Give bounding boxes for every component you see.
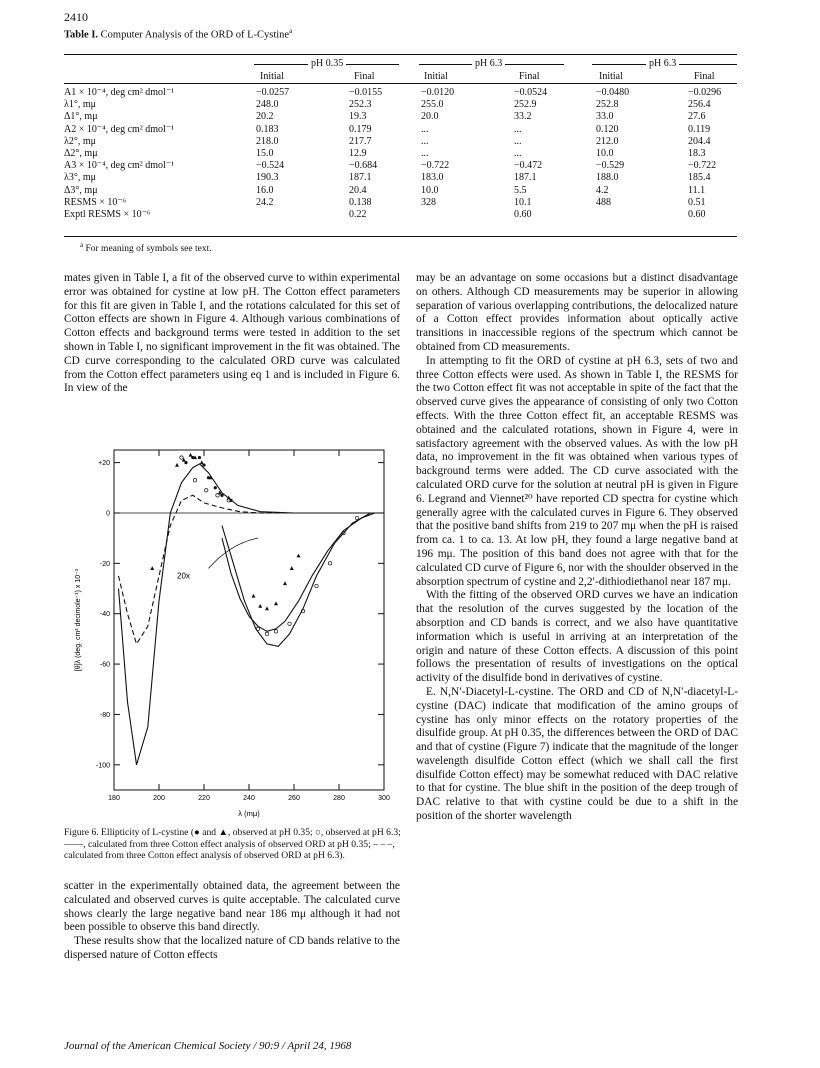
table-caption [64,27,292,41]
table-cell: 12.9 [349,148,367,159]
row-label: A2 × 10⁻⁴, deg cm² dmol⁻¹ [64,123,175,135]
table-cell: 252.9 [514,99,537,111]
y-tick-label: 0 [106,510,110,518]
table-cell: 0.183 [256,123,279,135]
table-cell: −0.529 [596,160,625,172]
table-cell: −0.0480 [596,87,630,98]
data-point-filled-triangle [297,554,301,558]
table-cell: 33.0 [596,111,614,123]
calculated-curve-ph035 [119,464,385,765]
page-number: 2410 [64,10,88,24]
data-point-filled-triangle [182,458,186,462]
table-cell: 187.1 [514,172,537,184]
table-footnote-mark: a [289,27,293,35]
y-tick-label: +20 [98,460,110,468]
paragraph: mates given in Table I, a fit of the observed curve to within experimental error was obtained for cystine at low pH. The Cotton effect parameters for this fit are given in Table I, and the rotations calculated for this set of Cotton effects are shown in Figure 4. Although various combinations of Cotton effects and background terms were tested in addition to the set shown in Table I, no significant improvement in the fit was obtained. The CD curve corresponding to the calculated ORD curve was calculated from the Cotton effect parameters using eq 1 and is included in Figure 6. In view of the [64,272,400,395]
row-label: Δ3°, mμ [64,184,98,196]
table-row [64,99,737,110]
table-cell: 24.2 [256,196,274,208]
column-header: Final [694,71,715,82]
table-row [64,87,737,98]
data-point-filled-triangle [175,463,179,467]
data-point-open-circle [180,456,183,459]
column-header: Final [519,71,540,82]
column-header: Initial [599,71,623,82]
data-point-open-circle [256,627,259,630]
table-cell: ... [514,123,522,135]
table-cell: 255.0 [421,99,444,111]
table-title: Computer Analysis of the ORD of L-Cystine [100,29,290,41]
calculated-curve-ph6 [119,495,385,644]
data-point-filled-triangle [265,606,269,610]
row-label: Δ1°, mμ [64,111,98,123]
journal-footer: Journal of the American Chemical Society / 90:9 / April 24, 1968 [64,1040,352,1052]
data-point-filled-triangle [258,604,262,608]
table-header-rule [64,83,737,84]
table-cell: 4.2 [596,184,609,196]
table-cell: 252.3 [349,99,372,111]
x-tick-label: 180 [108,795,120,802]
right-column [416,272,738,824]
table-cell: −0.684 [349,160,378,172]
data-point-filled-triangle [290,566,294,570]
table-bottom-rule [64,236,737,237]
table-cell: 0.138 [349,196,372,208]
table-cell: 0.179 [349,123,372,135]
table-cell: 183.0 [421,172,444,184]
table-cell: 20.2 [256,111,274,123]
column-header: Initial [424,71,448,82]
table-cell: −0.722 [421,160,450,172]
table-cell: ... [421,123,429,135]
table-cell: 33.2 [514,111,532,123]
paragraph: may be an advantage on some occasions but a distinct disadvantage on others. Although CD measurements may be superior in allowing separation of various overlapping contributions, the delocalized nature of a Cotton effect provides information about optically active transitions in inaccessible regions of the spectrum which cannot be obtained from CD measurements. [416,272,738,353]
table-row [64,148,737,159]
y-tick-label: -100 [95,762,110,770]
table-row [64,197,737,208]
x-tick-label: 280 [333,795,345,802]
table-cell: 185.4 [688,172,711,184]
data-point-open-circle [315,584,318,587]
data-point-open-circle [288,622,291,625]
group-header: pH 6.3 [646,58,679,69]
table-cell: 16.0 [256,184,274,196]
table-row [64,124,737,135]
row-label: λ3°, mμ [64,172,96,184]
group-header: pH 0.35 [308,58,346,69]
data-point-filled-circle [214,486,217,489]
row-label: Exptl RESMS × 10⁻⁶ [64,209,151,220]
data-point-filled-circle [198,456,201,459]
table-cell: 5.5 [514,184,527,196]
data-point-open-circle [265,632,268,635]
table-cell: 19.3 [349,111,367,123]
table-cell: 10.1 [514,196,532,208]
paragraph: E. N,N′-Diacetyl-L-cystine. The ORD and CD of N,N′-diacetyl-L-cystine (DAC) indicate that modification of the amino groups of cystine has only minor effects on the rotatory properties of the disulfide group. At pH 0.35, the differences between the ORD of DAC and that of cystine (Figure 7) indicate that the magnitude of the longer wavelength disulfide Cotton effect (which we shall call the first disulfide Cotton effect) may be somewhat reduced with DAC relative to that for cystine. The blue shift in the position of the deep trough of DAC relative to that with cystine could be due to a shift in the position of the shorter wavelength [416,685,738,823]
plot-frame [114,450,384,790]
table-cell: 18.3 [688,148,706,159]
table-row [64,185,737,196]
table-row [64,172,737,183]
table-cell: 204.4 [688,135,711,147]
group-header: pH 6.3 [472,58,505,69]
table-cell: 218.0 [256,135,279,147]
table-cell: 0.60 [688,209,706,220]
data-point-open-circle [328,562,331,565]
y-tick-label: -20 [99,560,110,568]
paragraph: These results show that the localized nature of CD bands relative to the dispersed nature of Cotton effects [64,935,400,961]
table-cell: 190.3 [256,172,279,184]
data-point-open-circle [205,489,208,492]
left-column-bottom [64,880,400,963]
x-tick-label: 220 [198,795,210,802]
table-cell: 248.0 [256,99,279,111]
figure-6-chart [64,440,404,825]
table-cell: 188.0 [596,172,619,184]
table-cell: ... [514,148,522,159]
table-cell: 217.7 [349,135,372,147]
table-cell: 20.4 [349,184,367,196]
paragraph: scatter in the experimentally obtained data, the agreement between the calculated and observed curves is quite acceptable. The calculated curve shows clearly the large negative band near 186 mμ although it had not been possible to observe this band directly. [64,880,400,934]
y-tick-label: -80 [99,711,110,719]
figure-caption: Figure 6. Ellipticity of L-cystine (● and ▲, observed at pH 0.35; ○, observed at pH 6.3; ——, calculated from three Cotton effect analysis of observed ORD at pH 0.35; – – –, calculated from three Cotton effect analysis of observed ORD at pH 6.3). [64,827,401,861]
y-axis-label: [θ]λ (deg. cm² decimole⁻¹) x 10⁻³ [75,568,82,672]
table-cell: 0.22 [349,209,367,220]
data-point-filled-triangle [283,581,287,585]
data-point-open-circle [216,494,219,497]
table-cell: 20.0 [421,111,439,123]
table-cell: −0.472 [514,160,543,172]
y-tick-label: -40 [99,611,110,619]
data-point-open-circle [355,516,358,519]
table-cell: −0.0257 [256,87,290,98]
x-tick-label: 300 [378,795,390,802]
table-cell: −0.722 [688,160,717,172]
row-label: RESMS × 10⁻⁶ [64,196,127,208]
table-cell: 15.0 [256,148,274,159]
calculated-curve-ph035 [222,513,371,646]
table-cell: 0.119 [688,123,711,135]
data-point-filled-triangle [252,594,256,598]
table-cell: 11.1 [688,184,706,196]
table-row [64,160,737,171]
table-cell: −0.0524 [514,87,548,98]
data-point-filled-triangle [200,460,204,464]
table-row [64,111,737,122]
column-header: Final [354,71,375,82]
y-tick-label: -60 [99,661,110,669]
table-cell: −0.0120 [421,87,455,98]
paragraph: With the fitting of the observed ORD curves we have an indication that the resolution of the curves suggested by the location of the absorption and CD bands is correct, and we also have quantitative information which is useful in arriving at an interpretation of the origin and nature of these Cotton effects. A discussion of this point follows the presentation of results of investigations on the optical activity of the disulfide bond in derivatives of cystine. [416,589,738,685]
x-tick-label: 240 [243,795,255,802]
data-point-filled-triangle [150,566,154,570]
row-label: λ2°, mμ [64,135,96,147]
table-cell: 187.1 [349,172,372,184]
table-cell: 10.0 [421,184,439,196]
table-cell: −0.0296 [688,87,722,98]
table-cell: 252.8 [596,99,619,111]
table-cell: 488 [596,196,611,208]
table-row [64,209,737,220]
x-tick-label: 260 [288,795,300,802]
table-cell: 0.120 [596,123,619,135]
table-cell: ... [514,135,522,147]
x-axis-label: λ (mμ) [238,809,260,818]
table-cell: −0.0155 [349,87,383,98]
annotation-20x: 20x [177,571,190,581]
row-label: Δ2°, mμ [64,148,98,159]
table-cell: 0.60 [514,209,532,220]
data-point-open-circle [274,630,277,633]
x-tick-label: 200 [153,795,165,802]
footnote-text: For meaning of symbols see text. [85,244,212,255]
row-label: A1 × 10⁻⁴, deg cm² dmol⁻¹ [64,87,175,98]
table-row [64,136,737,147]
left-column-top [64,272,400,396]
data-point-open-circle [193,479,196,482]
column-header: Initial [260,71,284,82]
table-cell: 256.4 [688,99,711,111]
data-point-filled-triangle [274,601,278,605]
calculated-curve-ph035 [222,513,375,631]
table-cell: ... [421,148,429,159]
paragraph: In attempting to fit the ORD of cystine at pH 6.3, sets of two and three Cotton effects were used. As shown in Table I, the RESMS for the two Cotton effect fit was not acceptable in spite of the fact that the observed curve gives the appearance of consisting of only two Cotton effects. With the three Cotton effect fit, an acceptable RESMS was obtained and the calculated rotations, shown in Figure 4, were in satisfactory agreement with the observed values. As with the low pH data, no improvement in the fit was obtained when various types of background terms were added. The CD curve associated with the calculated ORD curve for the solution at neutral pH is given in Figure 6. Legrand and Viennet²⁰ have reported CD spectra for cystine which generally agree with the calculated curves in Figure 6. They observed that the positive band shifts from 219 to 207 mμ when the pH is raised from ca. 1 to ca. 13. At low pH, they found a large negative band at 196 mμ. The position of this band does not agree with that for the calculated CD curve of Figure 6, nor with the shoulder observed in the absorption spectrum of cystine and 2,2′-dithiodiethanol near 187 mμ. [416,354,738,588]
table-cell: 10.0 [596,148,614,159]
table-footnote [80,241,212,254]
table-cell: 27.6 [688,111,706,123]
table-cell: ... [421,135,429,147]
row-label: A3 × 10⁻⁴, deg cm² dmol⁻¹ [64,160,175,172]
table-top-rule [64,54,737,55]
row-label: λ1°, mμ [64,99,96,111]
table-cell: 0.51 [688,196,706,208]
table-cell: −0.524 [256,160,285,172]
footnote-mark: a [80,241,84,249]
table-cell: 328 [421,196,436,208]
table-label: Table I. [64,29,99,41]
data-point-filled-triangle [189,453,193,457]
table-cell: 212.0 [596,135,619,147]
